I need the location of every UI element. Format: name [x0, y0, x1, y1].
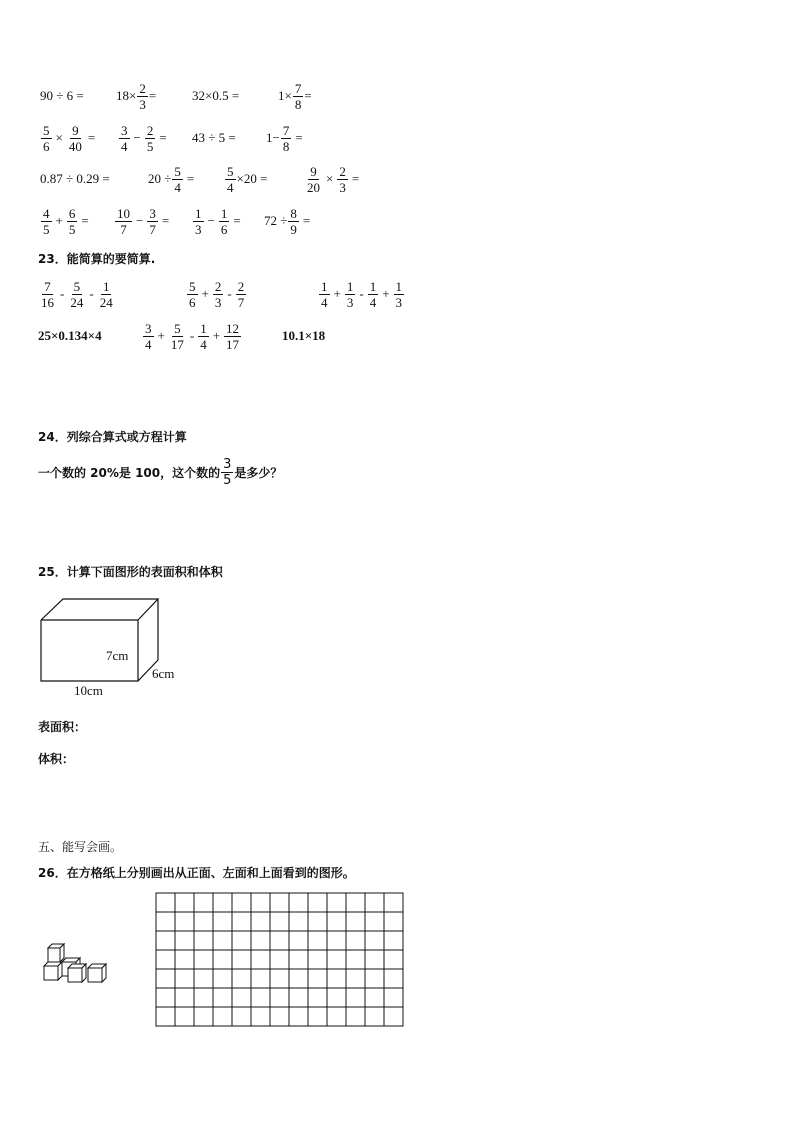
grid-cell[interactable] — [346, 931, 365, 950]
fraction: $\frac{5}{6}$ — [189, 278, 196, 310]
grid-cell[interactable] — [365, 1007, 384, 1026]
problem-text: 是多少？ — [234, 465, 283, 480]
grid-cell[interactable] — [308, 969, 327, 988]
grid-cell[interactable] — [346, 893, 365, 912]
fraction: $\frac{9}{40}$ — [68, 122, 82, 154]
grid-cell[interactable] — [270, 988, 289, 1007]
grid-cell[interactable] — [384, 969, 403, 988]
grid-cell[interactable] — [251, 988, 270, 1007]
expr-text: 43 ÷ 5 = — [192, 130, 236, 145]
operator: + — [382, 286, 390, 301]
expr-text: 0.87 ÷ 0.29 = — [40, 171, 110, 186]
cube — [48, 944, 64, 962]
fraction: $\frac{1}{4}$ — [369, 278, 377, 310]
cube — [44, 962, 62, 980]
fraction: $\frac{7}{8}$ — [294, 80, 302, 112]
grid-cell[interactable] — [232, 1007, 251, 1026]
grid-cell[interactable] — [289, 988, 308, 1007]
oral-r3-b — [148, 161, 197, 197]
grid-cell[interactable] — [232, 931, 251, 950]
grid-cell[interactable] — [384, 988, 403, 1007]
fraction: $\frac{2}{5}$ — [146, 122, 154, 154]
oral-r1-c — [192, 78, 239, 114]
equals: = — [295, 130, 303, 145]
oral-r2-a — [40, 120, 98, 156]
fraction: $\frac{6}{5}$ — [68, 205, 76, 237]
fraction: $\frac{5}{4}$ — [174, 163, 181, 195]
grid-cell[interactable] — [365, 988, 384, 1007]
grid-cell[interactable] — [194, 1007, 213, 1026]
equals: = — [233, 213, 241, 228]
grid-cell[interactable] — [289, 1007, 308, 1026]
grid-cell[interactable] — [175, 893, 194, 912]
grid-cell[interactable] — [346, 1007, 365, 1026]
fraction: $\frac{1}{6}$ — [220, 205, 228, 237]
grid-cell[interactable] — [251, 893, 270, 912]
grid-cell[interactable] — [308, 912, 327, 931]
grid-cell[interactable] — [270, 969, 289, 988]
oral-r1-d — [278, 78, 312, 114]
grid-cell[interactable] — [289, 969, 308, 988]
grid-cell[interactable] — [384, 931, 403, 950]
grid-cell[interactable] — [308, 950, 327, 969]
q23-expr-4 — [38, 318, 102, 354]
fraction: $\frac{1}{3}$ — [346, 278, 354, 310]
q23-title: 23．能简算的要简算. — [38, 252, 156, 266]
expr-text: 32×0.5 = — [192, 88, 240, 103]
q23-expr-2 — [186, 276, 247, 312]
cube — [88, 964, 106, 982]
grid-cell[interactable] — [194, 912, 213, 931]
grid-cell[interactable] — [156, 893, 175, 912]
operator: × — [326, 171, 334, 186]
q23-expr-1 — [38, 276, 116, 312]
grid-cell[interactable] — [213, 950, 232, 969]
expr-text: 18× — [116, 88, 137, 103]
q25-title: 25．计算下面图形的表面积和体积 — [38, 565, 223, 579]
fraction: $\frac{2}{3}$ — [214, 278, 222, 310]
expr-text: 20 ÷ — [148, 171, 172, 186]
depth-label: 6cm — [152, 666, 175, 681]
grid-cell[interactable] — [270, 950, 289, 969]
expr-text: 90 ÷ 6 = — [40, 88, 84, 103]
operator: − — [136, 213, 144, 228]
grid-cell[interactable] — [156, 950, 175, 969]
grid-paper[interactable] — [155, 892, 405, 1028]
fraction: $\frac{4}{5}$ — [43, 205, 50, 237]
grid-cell[interactable] — [384, 950, 403, 969]
oral-r2-b — [118, 120, 170, 156]
q23-expr-5 — [142, 318, 242, 354]
oral-r1-b — [116, 78, 156, 114]
length-label: 10cm — [74, 683, 103, 698]
grid-cell[interactable] — [194, 969, 213, 988]
grid-cell[interactable] — [384, 912, 403, 931]
grid-cell[interactable] — [270, 893, 289, 912]
fraction: $\frac{2}{7}$ — [237, 278, 245, 310]
section5-title: 五、能写会画。 — [38, 840, 123, 854]
grid-cell[interactable] — [251, 931, 270, 950]
grid-cell[interactable] — [346, 969, 365, 988]
grid-cell[interactable] — [289, 950, 308, 969]
equals: = — [87, 130, 96, 145]
fraction: $\frac{12}{17}$ — [226, 320, 240, 352]
grid-cell[interactable] — [346, 950, 365, 969]
operator: + — [333, 286, 341, 301]
surface-area-label: 表面积： — [38, 720, 87, 734]
expr-text: ×20 = — [236, 171, 268, 186]
fraction: $\frac{1}{4}$ — [200, 320, 207, 352]
volume-label: 体积： — [38, 752, 75, 766]
operator: + — [201, 286, 209, 301]
fraction: $\frac{7}{8}$ — [282, 122, 290, 154]
grid-cell[interactable] — [308, 988, 327, 1007]
grid-cell[interactable] — [194, 931, 213, 950]
cuboid-figure — [38, 596, 188, 696]
grid-cell[interactable] — [308, 893, 327, 912]
fraction: $\frac{10}{7}$ — [117, 205, 130, 237]
fraction: $\frac{3}{7}$ — [149, 205, 156, 237]
grid-cell[interactable] — [289, 931, 308, 950]
grid-cell[interactable] — [327, 969, 346, 988]
grid-cell[interactable] — [251, 950, 270, 969]
grid-cell[interactable] — [289, 893, 308, 912]
oral-r2-d — [266, 120, 306, 156]
grid-cell[interactable] — [194, 893, 213, 912]
grid-cell[interactable] — [156, 1007, 175, 1026]
grid-cell[interactable] — [232, 950, 251, 969]
equals: = — [159, 130, 167, 145]
grid-cell[interactable] — [365, 912, 384, 931]
oral-r3-a — [40, 161, 110, 197]
oral-r1-a — [40, 78, 84, 114]
equals: = — [302, 213, 311, 228]
grid-cell[interactable] — [175, 950, 194, 969]
q23-expr-6 — [282, 318, 325, 354]
q26-title: 26．在方格纸上分别画出从正面、左面和上面看到的图形。 — [38, 866, 355, 880]
grid-cell[interactable] — [346, 912, 365, 931]
grid-cell[interactable] — [346, 988, 365, 1007]
grid-cell[interactable] — [384, 1007, 403, 1026]
operator: + — [157, 328, 165, 343]
operator: + — [212, 328, 221, 343]
grid-cell[interactable] — [232, 988, 251, 1007]
grid-cell[interactable] — [289, 912, 308, 931]
grid-cell[interactable] — [213, 912, 232, 931]
grid-cell[interactable] — [384, 893, 403, 912]
oral-r3-d — [304, 161, 362, 197]
equals: = — [304, 88, 312, 103]
operator: - — [89, 286, 94, 301]
fraction: $\frac{2}{3}$ — [139, 80, 146, 112]
grid-cell[interactable] — [327, 931, 346, 950]
grid-cell[interactable] — [270, 1007, 289, 1026]
fraction: $\frac{3}{5}$ — [223, 456, 232, 488]
fraction: $\frac{5}{17}$ — [170, 320, 184, 352]
fraction: $\frac{2}{3}$ — [339, 163, 346, 195]
grid-cell[interactable] — [308, 1007, 327, 1026]
grid-cell[interactable] — [175, 912, 194, 931]
grid-cell[interactable] — [270, 931, 289, 950]
operator: + — [55, 213, 63, 228]
operator: - — [189, 328, 195, 343]
fraction: $\frac{5}{4}$ — [227, 163, 234, 195]
oral-r2-c — [192, 120, 236, 156]
grid-cell[interactable] — [213, 1007, 232, 1026]
fraction: $\frac{3}{4}$ — [145, 320, 152, 352]
fraction: $\frac{1}{3}$ — [395, 278, 403, 310]
oral-r4-b — [114, 203, 172, 239]
grid-cell[interactable] — [365, 893, 384, 912]
equals: = — [186, 171, 195, 186]
height-label: 7cm — [106, 648, 129, 663]
grid-cell[interactable] — [365, 950, 384, 969]
fraction: $\frac{1}{24}$ — [99, 278, 113, 310]
q24-title: 24．列综合算式或方程计算 — [38, 430, 187, 444]
grid-cell[interactable] — [213, 893, 232, 912]
grid-cell[interactable] — [327, 893, 346, 912]
operator: - — [227, 286, 232, 301]
grid-cell[interactable] — [175, 969, 194, 988]
grid-cell[interactable] — [327, 912, 346, 931]
grid-cell[interactable] — [213, 931, 232, 950]
q24-problem — [38, 454, 282, 490]
fraction: $\frac{3}{4}$ — [121, 122, 128, 154]
grid-cell[interactable] — [232, 969, 251, 988]
grid-cell[interactable] — [232, 912, 251, 931]
cuboid-top-face — [41, 599, 158, 620]
expr-text: 1− — [266, 130, 280, 145]
oral-r4-d — [264, 203, 313, 239]
grid-cell[interactable] — [194, 988, 213, 1007]
fraction: $\frac{8}{9}$ — [290, 205, 297, 237]
problem-text: 一个数的 20%是 100，这个数的 — [38, 465, 221, 480]
grid-cell[interactable] — [232, 893, 251, 912]
grid-cell[interactable] — [251, 969, 270, 988]
grid-cell[interactable] — [156, 912, 175, 931]
q23-expr-3 — [318, 276, 405, 312]
fraction: $\frac{7}{16}$ — [41, 278, 54, 310]
grid-cell[interactable] — [327, 1007, 346, 1026]
grid-cell[interactable] — [156, 988, 175, 1007]
grid-cell[interactable] — [365, 969, 384, 988]
equals: = — [161, 213, 170, 228]
grid-cell[interactable] — [156, 969, 175, 988]
fraction: $\frac{5}{24}$ — [70, 278, 84, 310]
cube-stack-figure — [40, 942, 120, 987]
cube — [68, 964, 86, 982]
operator: - — [60, 286, 65, 301]
equals: = — [81, 213, 89, 228]
equals: = — [148, 88, 157, 103]
expr-text: 10.1×18 — [282, 328, 326, 343]
grid-cell[interactable] — [270, 912, 289, 931]
grid-cell[interactable] — [251, 1007, 270, 1026]
grid-cell[interactable] — [175, 1007, 194, 1026]
grid-cell[interactable] — [327, 950, 346, 969]
grid-cell[interactable] — [251, 912, 270, 931]
operator: − — [207, 213, 215, 228]
expr-text: 72 ÷ — [264, 213, 288, 228]
fraction: $\frac{1}{3}$ — [195, 205, 202, 237]
operator: - — [359, 286, 364, 301]
grid-cell[interactable] — [327, 988, 346, 1007]
oral-r3-c — [224, 161, 267, 197]
operator: − — [133, 130, 141, 145]
oral-r4-a — [40, 203, 92, 239]
fraction: $\frac{1}{4}$ — [321, 278, 328, 310]
grid-cell[interactable] — [175, 931, 194, 950]
grid-cell[interactable] — [194, 950, 213, 969]
grid-cell[interactable] — [175, 988, 194, 1007]
grid-cell[interactable] — [308, 931, 327, 950]
fraction: $\frac{5}{6}$ — [43, 122, 50, 154]
equals: = — [351, 171, 360, 186]
grid-cell[interactable] — [365, 931, 384, 950]
expr-text: 25×0.134×4 — [38, 328, 102, 343]
expr-text: 1× — [278, 88, 292, 103]
grid-cell[interactable] — [156, 931, 175, 950]
fraction: $\frac{9}{20}$ — [307, 163, 320, 195]
operator: × — [55, 130, 63, 145]
oral-r4-c — [192, 203, 244, 239]
grid-cell[interactable] — [213, 969, 232, 988]
grid-cell[interactable] — [213, 988, 232, 1007]
